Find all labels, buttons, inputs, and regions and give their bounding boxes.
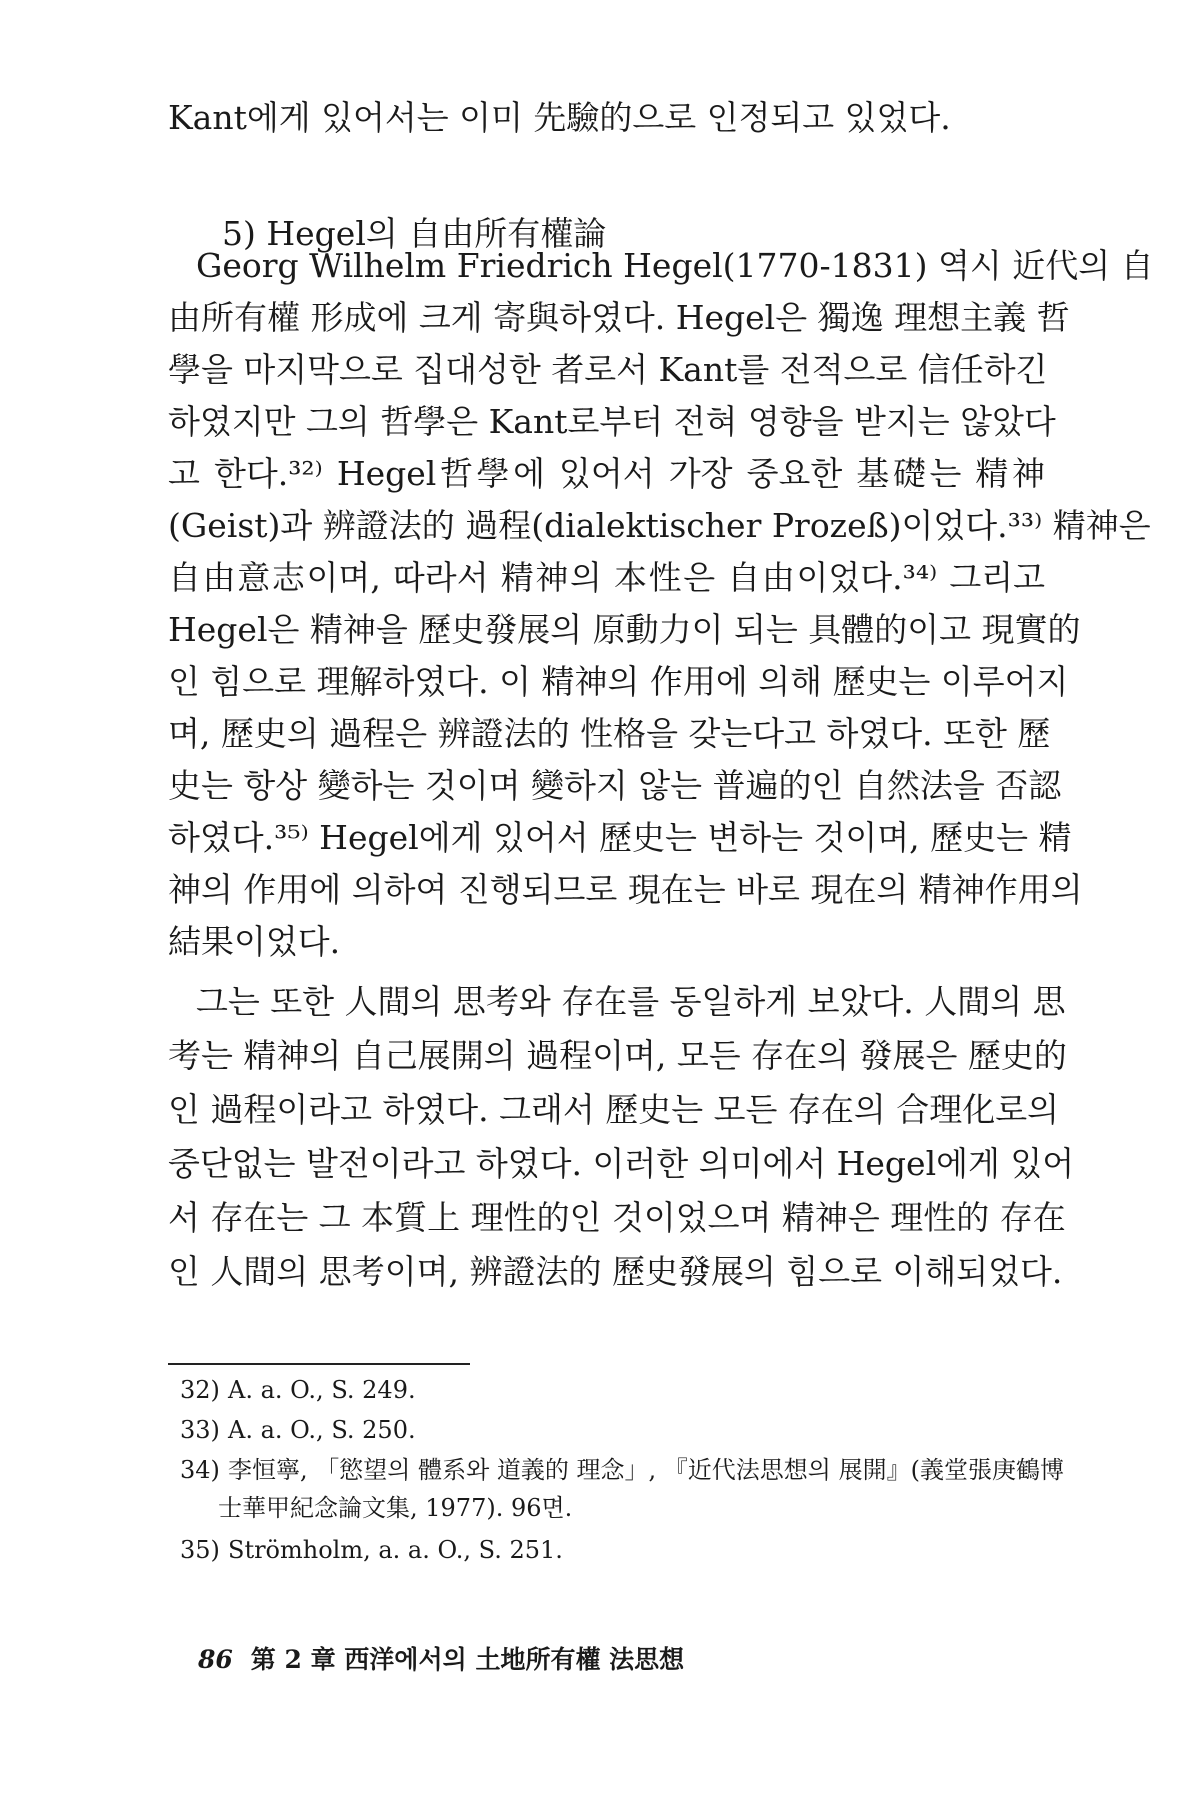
footnote-number: 34)	[180, 1456, 220, 1484]
paragraph-line: 하였지만 그의 哲學은 Kant로부터 전혀 영향을 받지는 않았다	[168, 402, 1056, 441]
paragraph-line: 인 過程이라고 하였다. 그래서 歷史는 모든 存在의 合理化로의	[168, 1090, 1059, 1129]
paragraph-line: 神의 作用에 의하여 진행되므로 現在는 바로 現在의 精神作用의	[168, 870, 1083, 909]
footnote-text: 李恒寧, 「慾望의 體系와 道義的 理念」, 『近代法思想의 展開』(義堂張庚鶴博	[228, 1456, 1064, 1484]
paragraph-line: 史는 항상 變하는 것이며 變하지 않는 普遍的인 自然法을 否認	[168, 766, 1062, 805]
paragraph-line: Hegel은 精神을 歷史發展의 原動力이 되는 具體的이고 現實的	[168, 610, 1081, 649]
page-footer	[198, 1642, 684, 1678]
footnote-text: A. a. O., S. 249.	[228, 1376, 416, 1404]
page-number: 86	[198, 1645, 233, 1674]
footnote-number: 35)	[180, 1536, 220, 1564]
footnote-34-continuation: 士華甲紀念論文集, 1977). 96면.	[218, 1494, 573, 1522]
footnote-divider	[168, 1363, 470, 1365]
footnote-text: A. a. O., S. 250.	[228, 1416, 416, 1444]
footnote-32	[180, 1372, 1040, 1408]
paragraph-line: 고 한다.³²⁾ Hegel哲學에 있어서 가장 중요한 基礎는 精神	[168, 454, 1045, 493]
paragraph-line: 하였다.³⁵⁾ Hegel에게 있어서 歷史는 변하는 것이며, 歷史는 精	[168, 818, 1072, 857]
intro-line: Kant에게 있어서는 이미 先驗的으로 인정되고 있었다.	[168, 98, 951, 137]
footnote-number: 33)	[180, 1416, 220, 1444]
paragraph-line: 며, 歷史의 過程은 辨證法的 性格을 갖는다고 하였다. 또한 歷	[168, 714, 1051, 753]
paragraph-line: 自由意志이며, 따라서 精神의 本性은 自由이었다.³⁴⁾ 그리고	[168, 558, 1045, 597]
paragraph-line: 그는 또한 人間의 思考와 存在를 동일하게 보았다. 人間의 思	[196, 982, 1066, 1021]
paragraph-line: 學을 마지막으로 집대성한 者로서 Kant를 전적으로 信任하긴	[168, 350, 1048, 389]
paragraph-line: 인 人間의 思考이며, 辨證法的 歷史發展의 힘으로 이해되었다.	[168, 1252, 1063, 1291]
paragraph-line: 중단없는 발전이라고 하였다. 이러한 의미에서 Hegel에게 있어	[168, 1144, 1075, 1183]
footnote-33	[180, 1412, 1040, 1448]
footnote-35	[180, 1532, 1040, 1568]
paragraph-line: 考는 精神의 自己展開의 過程이며, 모든 存在의 發展은 歷史的	[168, 1036, 1067, 1075]
paragraph-line: 서 存在는 그 本質上 理性的인 것이었으며 精神은 理性的 存在	[168, 1198, 1066, 1237]
footnote-34	[180, 1452, 1064, 1488]
footnote-number: 32)	[180, 1376, 220, 1404]
paragraph-line: 由所有權 形成에 크게 寄與하였다. Hegel은 獨逸 理想主義 哲	[168, 298, 1070, 337]
footnote-text: Strömholm, a. a. O., S. 251.	[228, 1536, 563, 1564]
paragraph-line: (Geist)과 辨證法的 過程(dialektischer Prozeß)이었다.³³⁾ 精神은	[168, 506, 1151, 545]
paragraph-line: 結果이었다.	[168, 922, 341, 961]
section-heading: 5) Hegel의 自由所有權論	[222, 214, 607, 253]
paragraph-line: Georg Wilhelm Friedrich Hegel(1770-1831) 역시 近代의 自	[196, 246, 1154, 285]
running-chapter-title: 第 2 章 西洋에서의 土地所有權 法思想	[250, 1645, 685, 1674]
paragraph-line: 인 힘으로 理解하였다. 이 精神의 作用에 의해 歷史는 이루어지	[168, 662, 1069, 701]
